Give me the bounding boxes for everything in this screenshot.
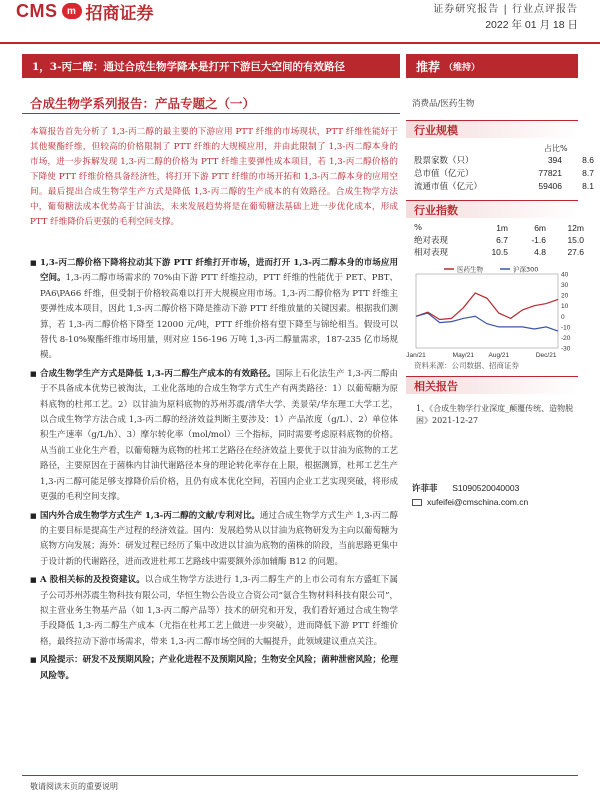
bullet-body: 国际上石化法生产 1,3-丙二醇由于不具备成本优势已被淘汰，工业化落地的合成生物学方式生产有两类路径：1）以葡萄糖为原料底物的杜邦工艺。2）以甘油为原料底物的苏州苏震/清华大学、美景荣/华东理工大学工艺，以合成生物学方法合成 1,3-丙二醇的经济效益判断主要涉及：1）产品浓度（g/L）、2）单位体积生产速率（g/L/h）、3）摩尔转化率（mol/mol）三个指标，同时需要考虑原料底物的价格。从当前工业化生产看，以葡萄糖为底物的杜邦工艺路径在经济效益上要优于以甘油为底物的工艺路径，主要原因在于菌株内甘油代谢路径本身的理论转化率存在上限，根据测算，杜邦工艺生产 1,3-丙二醇可能足够支撑降价后价格，且仍有成本优化空间，若国内企业工艺实现突破，将形成更强的毛利空间支撑。 bbox=[40, 368, 398, 503]
bullet-item bbox=[30, 367, 398, 506]
bullet-body: 以合成生物学方法进行 1,3-丙二醇生产的上市公司有东方盛虹下属子公司苏州苏震生物科技有限公司，华恒生物公告设立合资公司“氨合生物材料科技有限公司”，拟主营业务生物基产品（如 1,3-丙二醇产品等）技术的研究和开发，我们看好通过合成生物学手段降低 1,3-丙二醇生产成本（尤指在杜邦工艺上做进一步突破），进而降低下游 PTT 纤维价格，最终拉动下游市场需求，带来 1,3-丙二醇市场空间的大幅提升，此领域建议重点关注。 bbox=[40, 575, 398, 647]
x-tick-label: Dec/21 bbox=[535, 352, 557, 359]
y-tick-label: 10 bbox=[561, 303, 569, 311]
y-tick-label: -10 bbox=[561, 324, 571, 332]
related-report-item[interactable]: 1、《合成生物学行业深度_颠覆传统、造物脱困》2021-12-27 bbox=[416, 404, 574, 425]
analyst-email-row bbox=[412, 497, 528, 507]
header-rule bbox=[0, 42, 600, 44]
y-tick-label: -20 bbox=[561, 334, 571, 342]
series-line bbox=[416, 293, 558, 320]
scale-value: 77821 bbox=[538, 167, 562, 178]
bullet-item bbox=[30, 256, 398, 364]
scale-value: 59406 bbox=[538, 180, 562, 191]
cms-logo bbox=[16, 0, 154, 22]
scale-label: 流通市值（亿元） bbox=[414, 181, 483, 192]
bullet-body: 1,3-丙二醇市场需求的 70%由下游 PTT 纤维拉动，PTT 纤维的性能优于 PET、PBT、PA6\PA66 纤维，但受制于价格较高难以打开大规模应用市场。1,3-丙二醇价格为 PTT 纤维主要弹性成本项目，因此 1,3-丙二醇价格下降是推动下游 PTT 纤维放量的关键因素。根据我们测算，若 1,3-丙二醇价格下降至 12000 元/吨，PTT 纤维价格有望下降至与锦纶相当。假设可以替代 8-10%聚酯纤维市场用量，则对应 156-196 万吨 1,3-丙二醇量需求，187-235 亿市场规模。 bbox=[40, 273, 398, 361]
rating-sub: （维持） bbox=[444, 62, 481, 73]
analyst-info bbox=[412, 482, 519, 494]
table-row bbox=[414, 246, 584, 258]
industry-tag: 消费品/医药生物 bbox=[412, 99, 475, 109]
perf-value: 15.0 bbox=[567, 235, 584, 245]
perf-col-header: 12m bbox=[567, 223, 584, 233]
scale-pct: 8.6 bbox=[582, 154, 594, 165]
perf-col-header: % bbox=[414, 223, 423, 233]
table-row bbox=[414, 234, 584, 246]
y-tick-label: 20 bbox=[561, 292, 569, 300]
index-line-chart bbox=[406, 262, 578, 360]
series-line bbox=[416, 313, 558, 331]
perf-value: -1.6 bbox=[531, 235, 546, 245]
y-tick-label: -30 bbox=[561, 345, 571, 353]
analyst-name: 许菲菲 bbox=[412, 484, 438, 494]
bullet-item bbox=[30, 653, 398, 684]
plot-frame bbox=[416, 274, 558, 348]
y-tick-label: 40 bbox=[561, 271, 569, 279]
table-row bbox=[414, 153, 594, 166]
legend-label: 医药生物 bbox=[457, 265, 483, 274]
perf-col-header: 1m bbox=[496, 223, 508, 233]
performance-table bbox=[414, 222, 584, 258]
perf-value: 10.5 bbox=[491, 247, 508, 257]
bullet-item bbox=[30, 509, 398, 571]
x-tick-label: Aug/21 bbox=[488, 352, 510, 359]
x-tick-label: May/21 bbox=[452, 352, 474, 359]
scale-pct: 8.1 bbox=[582, 180, 594, 191]
bullet-head: A 股相关标的及投资建议。 bbox=[40, 575, 145, 586]
industry-index-heading: 行业指数 bbox=[406, 200, 578, 218]
bullet-body: 通过合成生物学方式生产 1,3-丙二醇的主要目标是提高生产过程的经济效益。国内：发展趋势从以甘油为底物研发为主向以葡萄糖为底物方向发展；海外：研发过程已经历了集中改进以甘油为底物的菌株的阶段，当前思路更集中于设计新的代谢路径，进而改进杜邦工艺路线中需要额外添加辅酶 B12 的问题。 bbox=[40, 510, 399, 567]
analyst-license: S1090520040003 bbox=[452, 483, 520, 493]
envelope-icon bbox=[412, 499, 422, 506]
table-row bbox=[414, 166, 594, 179]
logo-badge: m bbox=[62, 3, 82, 19]
rating-label: 推荐 bbox=[416, 59, 441, 74]
perf-value: 6.7 bbox=[496, 235, 508, 245]
scale-value: 394 bbox=[547, 154, 562, 165]
report-category: 证券研究报告 | 行业点评报告 bbox=[433, 4, 578, 15]
bullet-item bbox=[30, 573, 398, 650]
subtitle-rule bbox=[22, 113, 400, 114]
footer-note: 敬请阅读末页的重要说明 bbox=[30, 782, 118, 791]
bullet-head: 1,3-丙二醇价格下降将拉动其下游 PTT 纤维打开市场，进而打开 1,3-丙二醇本身的市场应用空间。 bbox=[40, 258, 398, 284]
x-tick-label: Jan/21 bbox=[406, 352, 426, 359]
scale-label: 股票家数（只） bbox=[414, 155, 474, 166]
report-date: 2022 年 01 月 18 日 bbox=[485, 19, 578, 31]
analyst-email[interactable]: xufeifei@cmschina.com.cn bbox=[427, 497, 529, 507]
perf-col-header: 6m bbox=[534, 223, 546, 233]
y-tick-label: 30 bbox=[561, 282, 569, 290]
perf-value: 4.8 bbox=[534, 247, 546, 257]
perf-label: 绝对表现 bbox=[414, 236, 449, 246]
perf-label: 相对表现 bbox=[414, 248, 449, 258]
bullet-head: 国内外合成生物学方式生产 1,3-丙二醇的文献/专利对比。 bbox=[40, 510, 260, 521]
scale-unit: 占比% bbox=[544, 144, 568, 153]
bullet-list bbox=[30, 256, 398, 687]
industry-scale-table bbox=[414, 153, 594, 192]
report-subtitle: 合成生物学系列报告：产品专题之（一） bbox=[30, 96, 256, 111]
y-tick-label: 0 bbox=[561, 313, 565, 321]
logo-latin: CMS bbox=[16, 0, 58, 21]
bullet-head: 风险提示：研发不及预期风险；产业化进程不及预期风险；生物安全风险；菌种泄密风险；伦理风险等。 bbox=[40, 655, 398, 681]
footer-rule bbox=[22, 775, 578, 776]
scale-pct: 8.7 bbox=[582, 167, 594, 178]
report-title: 1，3-丙二醇：通过合成生物学降本是打开下游巨大空间的有效路径 bbox=[22, 54, 400, 78]
table-row bbox=[414, 179, 594, 192]
report-meta bbox=[433, 0, 578, 32]
related-reports-heading: 相关报告 bbox=[406, 376, 578, 394]
perf-value: 27.6 bbox=[567, 247, 584, 257]
rating-bar bbox=[406, 54, 578, 78]
table-header-row bbox=[414, 222, 584, 234]
industry-scale-heading: 行业规模 bbox=[406, 120, 578, 138]
scale-label: 总市值（亿元） bbox=[414, 168, 474, 179]
summary-paragraph: 本篇报告首先分析了 1,3-丙二醇的最主要的下游应用 PTT 纤维的市场现状，PTT 纤维性能好于其他聚酯纤维，但较高的价格限制了 PTT 纤维的大规模应用，并由此限制了 1,3-丙二醇本身的市场，进一步拆解发现 1,3-丙二醇的价格为 PTT 纤维主要弹性成本项目，若 1,3-丙二醇价格的下降使 PTT 纤维价格具备经济性，将打开下游 PTT 纤维的市场开拓和 1,3-丙二醇本身的应用空间。最后提出合成生物学生产方式是降低 1,3-丙二醇的生产成本的有效路径。合成生物学方法中，葡萄糖法成本优势高于甘油法，未来发展趋势将是在葡萄糖法基础上进一步优化成本，形成 PTT 纤维降价后更强的毛利空间支撑。 bbox=[30, 127, 398, 227]
logo-cn: 招商证券 bbox=[85, 3, 154, 24]
legend-label: 沪深300 bbox=[513, 265, 539, 274]
chart-source: 资料来源：公司数据、招商证券 bbox=[414, 361, 519, 370]
bullet-head: 合成生物学生产方式是降低 1,3-丙二醇生产成本的有效路径。 bbox=[40, 368, 276, 379]
